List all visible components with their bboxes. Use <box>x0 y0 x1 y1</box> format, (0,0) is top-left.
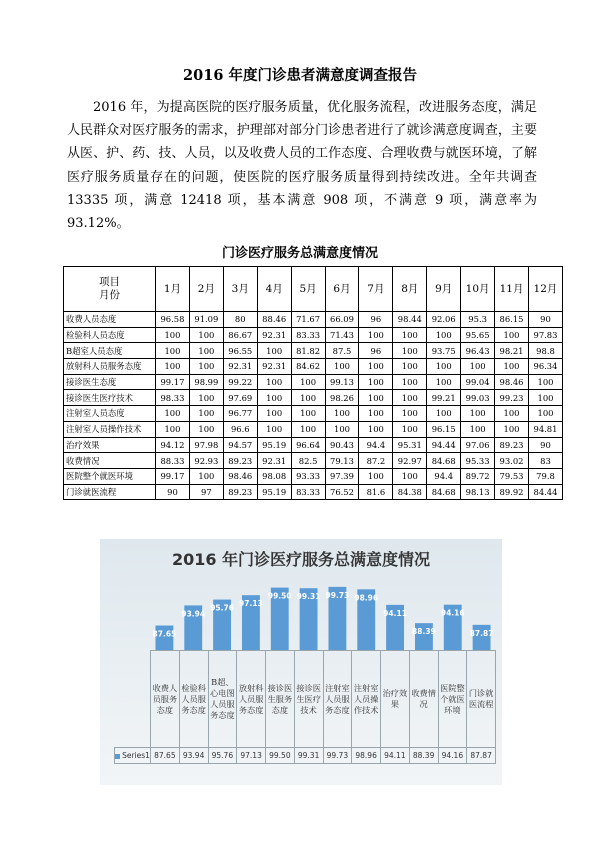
month-header: 12月 <box>528 267 562 312</box>
table-cell: 95.31 <box>393 437 427 453</box>
chart-bar-label: 88.39 <box>412 627 436 637</box>
table-cell: 98.99 <box>189 374 223 390</box>
table-cell: 94.4 <box>427 468 461 484</box>
table-cell: 98.26 <box>325 390 359 406</box>
month-header: 4月 <box>257 267 291 312</box>
table-cell: 91.09 <box>189 312 223 328</box>
table-cell: 71.67 <box>291 312 325 328</box>
table-cell: 100 <box>427 327 461 343</box>
table-cell: 100 <box>156 406 190 422</box>
chart-value-cell: 97.13 <box>237 748 266 764</box>
chart-category-spacer <box>115 651 151 748</box>
table-title: 门诊医疗服务总满意度情况 <box>221 246 378 261</box>
table-cell: 87.5 <box>325 343 359 359</box>
chart-value-cell: 87.65 <box>151 748 180 764</box>
table-cell: 96.55 <box>223 343 257 359</box>
table-cell: 96 <box>359 312 393 328</box>
table-cell: 100 <box>189 468 223 484</box>
table-row <box>64 468 563 484</box>
chart-bar-label: 99.31 <box>296 592 321 602</box>
table-row <box>64 453 563 469</box>
table-cell: 100 <box>528 390 562 406</box>
row-label: 注射室人员态度 <box>64 406 156 422</box>
table-cell: 95.65 <box>461 327 495 343</box>
table-cell: 100 <box>325 421 359 437</box>
month-header: 7月 <box>359 267 393 312</box>
table-cell: 100 <box>393 421 427 437</box>
table-cell: 83 <box>528 453 562 469</box>
table-row <box>64 374 563 390</box>
table-cell: 100 <box>189 359 223 375</box>
table-cell: 97.06 <box>461 437 495 453</box>
chart-value-cell: 99.31 <box>294 748 323 764</box>
chart-bar-label: 98.96 <box>354 593 379 603</box>
table-header-row <box>64 267 563 312</box>
table-cell: 86.15 <box>495 312 529 328</box>
table-cell: 95.19 <box>257 484 291 500</box>
row-label: 检验科人员态度 <box>64 327 156 343</box>
chart-value-cell: 95.76 <box>208 748 237 764</box>
chart-value-cell: 98.96 <box>352 748 381 764</box>
table-cell: 95.3 <box>461 312 495 328</box>
chart-value-cell: 94.11 <box>381 748 410 764</box>
table-cell: 92.06 <box>427 312 461 328</box>
table-cell: 100 <box>495 406 529 422</box>
chart-category-label: B超、心电图人员服务态度 <box>208 651 237 748</box>
chart-bar-label: 87.87 <box>469 628 494 638</box>
table-cell: 100 <box>189 327 223 343</box>
table-row <box>64 390 563 406</box>
month-header: 1月 <box>156 267 190 312</box>
table-cell: 95.33 <box>461 453 495 469</box>
table-cell: 97.69 <box>223 390 257 406</box>
table-cell: 66.09 <box>325 312 359 328</box>
row-label: 收费情况 <box>64 453 156 469</box>
chart-bar-label: 99.50 <box>267 591 292 601</box>
table-cell: 100 <box>427 359 461 375</box>
corner-month-label: 月份 <box>99 289 120 301</box>
chart-legend <box>115 748 151 764</box>
table-cell: 82.5 <box>291 453 325 469</box>
table-row <box>64 359 563 375</box>
table-cell: 90 <box>156 484 190 500</box>
table-cell: 93.75 <box>427 343 461 359</box>
table-cell: 100 <box>156 327 190 343</box>
table-row <box>64 327 563 343</box>
table-cell: 84.38 <box>393 484 427 500</box>
table-cell: 100 <box>291 374 325 390</box>
row-label: 治疗效果 <box>64 437 156 453</box>
table-cell: 89.72 <box>461 468 495 484</box>
table-cell: 100 <box>393 359 427 375</box>
table-cell: 94.12 <box>156 437 190 453</box>
table-cell: 98.33 <box>156 390 190 406</box>
row-label: 医院整个就医环境 <box>64 468 156 484</box>
table-cell: 100 <box>495 421 529 437</box>
chart-bar-label: 94.16 <box>440 608 465 618</box>
table-cell: 79.53 <box>495 468 529 484</box>
table-cell: 96.15 <box>427 421 461 437</box>
table-cell: 92.97 <box>393 453 427 469</box>
month-header: 9月 <box>427 267 461 312</box>
chart-category-label: 接诊医生医疗技术 <box>294 651 323 748</box>
month-header: 5月 <box>291 267 325 312</box>
chart-bar-label: 93.94 <box>181 609 206 619</box>
table-cell: 88.33 <box>156 453 190 469</box>
chart-bar-label: 94.11 <box>383 608 407 618</box>
table-cell: 81.82 <box>291 343 325 359</box>
row-label: 收费人员态度 <box>64 312 156 328</box>
row-label: B超室人员态度 <box>64 343 156 359</box>
table-cell: 96.77 <box>223 406 257 422</box>
month-header: 3月 <box>223 267 257 312</box>
chart-value-row <box>115 748 496 764</box>
satisfaction-table <box>63 266 563 500</box>
table-cell: 100 <box>495 359 529 375</box>
table-body <box>64 312 563 500</box>
table-cell: 100 <box>257 406 291 422</box>
table-row <box>64 437 563 453</box>
month-header: 11月 <box>495 267 529 312</box>
table-cell: 81.6 <box>359 484 393 500</box>
table-cell: 98.8 <box>528 343 562 359</box>
table-cell: 99.17 <box>156 374 190 390</box>
table-cell: 100 <box>156 359 190 375</box>
chart-value-cell: 93.94 <box>179 748 208 764</box>
chart-bar-label: 97.13 <box>239 599 263 609</box>
chart-bar-label: 87.65 <box>152 629 177 639</box>
table-cell: 100 <box>393 374 427 390</box>
table-cell: 100 <box>291 390 325 406</box>
table-cell: 94.81 <box>528 421 562 437</box>
table-row <box>64 484 563 500</box>
chart-category-label: 门诊就医流程 <box>467 651 496 748</box>
table-cell: 89.23 <box>223 453 257 469</box>
table-cell: 98.46 <box>223 468 257 484</box>
table-cell: 97.83 <box>528 327 562 343</box>
table-cell: 89.23 <box>495 437 529 453</box>
corner-item-label: 项目 <box>99 276 120 288</box>
table-row <box>64 343 563 359</box>
legend-swatch-icon <box>115 754 120 759</box>
table-cell: 100 <box>359 390 393 406</box>
table-cell: 90 <box>528 312 562 328</box>
table-cell: 99.22 <box>223 374 257 390</box>
chart-category-label: 收费情况 <box>409 651 438 748</box>
table-cell: 100 <box>359 421 393 437</box>
table-cell: 98.21 <box>495 343 529 359</box>
table-cell: 87.2 <box>359 453 393 469</box>
table-cell: 94.44 <box>427 437 461 453</box>
month-header: 6月 <box>325 267 359 312</box>
table-cell: 100 <box>189 421 223 437</box>
table-cell: 100 <box>528 374 562 390</box>
table-cell: 89.23 <box>223 484 257 500</box>
chart-value-cell: 87.87 <box>467 748 496 764</box>
row-label: 放射科人员服务态度 <box>64 359 156 375</box>
table-cell: 84.68 <box>427 484 461 500</box>
table-cell: 96.34 <box>528 359 562 375</box>
month-header: 8月 <box>393 267 427 312</box>
table-cell: 97 <box>189 484 223 500</box>
table-cell: 100 <box>257 374 291 390</box>
chart-category-row <box>115 651 496 748</box>
table-cell: 100 <box>257 421 291 437</box>
table-cell: 99.13 <box>325 374 359 390</box>
chart-category-label: 注射室人员服务态度 <box>323 651 352 748</box>
table-cell: 90 <box>528 437 562 453</box>
table-cell: 100 <box>393 406 427 422</box>
chart-category-label: 收费人员服务态度 <box>151 651 180 748</box>
table-cell: 92.31 <box>223 359 257 375</box>
chart-bar-label: 95.76 <box>210 603 234 613</box>
table-cell: 100 <box>393 327 427 343</box>
table-row <box>64 406 563 422</box>
month-header: 2月 <box>189 267 223 312</box>
chart-value-cell: 94.16 <box>438 748 467 764</box>
table-cell: 99.04 <box>461 374 495 390</box>
table-cell: 93.33 <box>291 468 325 484</box>
table-cell: 100 <box>359 406 393 422</box>
table-cell: 96.6 <box>223 421 257 437</box>
table-cell: 100 <box>291 406 325 422</box>
chart-category-label: 治疗效果 <box>381 651 410 748</box>
table-cell: 83.33 <box>291 327 325 343</box>
table-cell: 93.02 <box>495 453 529 469</box>
table-cell: 100 <box>325 406 359 422</box>
chart-category-label: 注射室人员操作技术 <box>352 651 381 748</box>
table-cell: 96 <box>359 343 393 359</box>
row-label: 门诊就医流程 <box>64 484 156 500</box>
table-cell: 79.8 <box>528 468 562 484</box>
row-label: 注射室人员操作技术 <box>64 421 156 437</box>
table-cell: 84.68 <box>427 453 461 469</box>
table-cell: 100 <box>359 359 393 375</box>
table-cell: 96.64 <box>291 437 325 453</box>
table-cell: 100 <box>461 406 495 422</box>
table-cell: 100 <box>427 406 461 422</box>
table-cell: 94.57 <box>223 437 257 453</box>
table-cell: 71.43 <box>325 327 359 343</box>
row-label: 接诊医生态度 <box>64 374 156 390</box>
table-cell: 88.46 <box>257 312 291 328</box>
chart-category-label: 放射科人员服务态度 <box>237 651 266 748</box>
table-cell: 100 <box>156 421 190 437</box>
table-cell: 100 <box>461 359 495 375</box>
table-cell: 92.93 <box>189 453 223 469</box>
table-cell: 100 <box>189 343 223 359</box>
table-cell: 100 <box>461 421 495 437</box>
table-cell: 80 <box>223 312 257 328</box>
table-cell: 100 <box>359 374 393 390</box>
table-cell: 100 <box>291 421 325 437</box>
table-cell: 83.33 <box>291 484 325 500</box>
chart-category-label: 检验科人员服务态度 <box>179 651 208 748</box>
chart-title: 2016 年门诊医疗服务总满意度情况 <box>171 550 431 569</box>
chart-value-cell: 88.39 <box>409 748 438 764</box>
report-title: 2016 年度门诊患者满意度调查报告 <box>183 67 417 84</box>
table-cell: 98.46 <box>495 374 529 390</box>
table-cell: 99.21 <box>427 390 461 406</box>
table-cell: 100 <box>257 343 291 359</box>
table-corner-header <box>64 267 156 312</box>
table-cell: 92.31 <box>257 359 291 375</box>
table-row <box>64 312 563 328</box>
table-cell: 98.13 <box>461 484 495 500</box>
table-cell: 86.67 <box>223 327 257 343</box>
table-row <box>64 421 563 437</box>
table-cell: 76.52 <box>325 484 359 500</box>
table-cell: 100 <box>359 468 393 484</box>
table-cell: 99.23 <box>495 390 529 406</box>
table-cell: 96.43 <box>461 343 495 359</box>
table-cell: 79.13 <box>325 453 359 469</box>
chart-category-label: 医院整个就医环境 <box>438 651 467 748</box>
table-cell: 98.08 <box>257 468 291 484</box>
chart-bar-label: 99.73 <box>325 590 350 600</box>
chart-value-cell: 99.73 <box>323 748 352 764</box>
table-cell: 92.31 <box>257 327 291 343</box>
table-cell: 96.58 <box>156 312 190 328</box>
table-cell: 95.19 <box>257 437 291 453</box>
table-cell: 100 <box>189 406 223 422</box>
report-paragraph: 2016 年，为提高医院的医疗服务质量，优化服务流程，改进服务态度，满足人民群众对医疗服务的需求，护理部对部分门诊患者进行了就诊满意度调查，主要从医、护、药、技、人员，以及收费人员的工作态度、合理收费与就医环境，了解医疗服务质量存在的问题，使医院的医疗服务质量得到持续改进。全年共调查 13335 项，满意 12418 项，基本满意 908 项，不满意 9 项，满意率为 93.12%。 <box>67 100 537 232</box>
satisfaction-chart <box>100 539 502 785</box>
table-cell: 100 <box>189 390 223 406</box>
row-label: 接诊医生医疗技术 <box>64 390 156 406</box>
table-cell: 100 <box>325 359 359 375</box>
table-cell: 100 <box>359 327 393 343</box>
table-cell: 99.17 <box>156 468 190 484</box>
month-header: 10月 <box>461 267 495 312</box>
table-cell: 99.03 <box>461 390 495 406</box>
table-cell: 97.98 <box>189 437 223 453</box>
chart-value-cell: 99.50 <box>266 748 295 764</box>
table-cell: 100 <box>495 327 529 343</box>
legend-label: Series1 <box>122 751 150 760</box>
table-cell: 100 <box>427 374 461 390</box>
chart-category-label: 接诊医生服务态度 <box>266 651 295 748</box>
table-cell: 100 <box>393 343 427 359</box>
table-cell: 90.43 <box>325 437 359 453</box>
table-cell: 84.62 <box>291 359 325 375</box>
table-cell: 100 <box>156 343 190 359</box>
table-cell: 100 <box>393 468 427 484</box>
table-cell: 100 <box>393 390 427 406</box>
table-cell: 100 <box>528 406 562 422</box>
table-cell: 89.92 <box>495 484 529 500</box>
table-cell: 100 <box>257 390 291 406</box>
table-cell: 98.44 <box>393 312 427 328</box>
table-cell: 84.44 <box>528 484 562 500</box>
table-cell: 94.4 <box>359 437 393 453</box>
table-cell: 97.39 <box>325 468 359 484</box>
chart-data-table <box>114 650 496 764</box>
table-cell: 92.31 <box>257 453 291 469</box>
